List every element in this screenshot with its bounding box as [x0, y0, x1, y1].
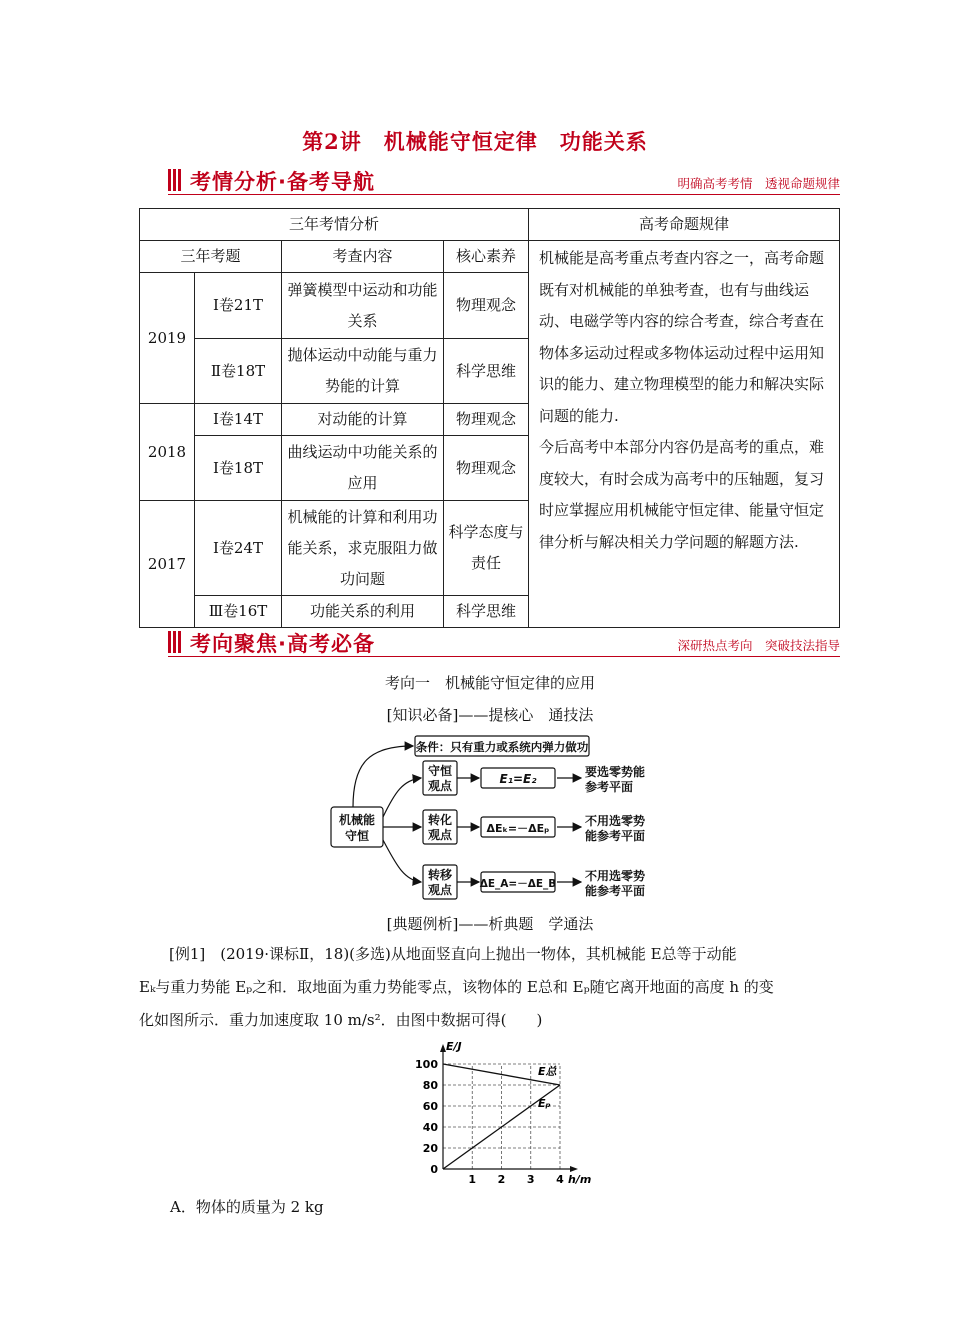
result-text: 能参考平面	[585, 884, 646, 898]
branch-label: 观点	[427, 883, 453, 897]
paper-cell: Ⅱ卷18T	[195, 339, 282, 404]
branch-label: 转移	[427, 868, 453, 882]
x-tick-label: 1	[468, 1173, 477, 1186]
y-tick-label: 60	[422, 1100, 438, 1113]
paper-cell: Ⅰ卷18T	[195, 436, 282, 501]
banner-subtitle: 深研热点考向 突破技法指导	[677, 638, 840, 653]
page-title: 第2讲 机械能守恒定律 功能关系	[302, 129, 648, 154]
literacy-cell: 物理观念	[444, 436, 529, 501]
content-cell: 功能关系的利用	[282, 596, 444, 628]
banner-bars	[168, 631, 183, 657]
paper-cell: Ⅰ卷24T	[195, 501, 282, 596]
result-text: 不用选零势	[585, 869, 646, 883]
example-line: Eₖ与重力势能 Eₚ之和．取地面为重力势能零点，该物体的 E总和 Eₚ随它离开地面的高度 h 的变	[139, 978, 774, 996]
section-banner-focus	[168, 628, 840, 656]
result-text: 参考平面	[585, 780, 634, 794]
formula-text: ΔE_A=－ΔE_B	[479, 878, 557, 890]
branch-label: 转化	[427, 813, 453, 827]
branch-label: 观点	[427, 779, 453, 793]
result-text: 要选零势能	[585, 765, 646, 779]
content-cell: 对动能的计算	[282, 404, 444, 436]
banner-title: 考向聚焦·高考必备	[190, 632, 375, 656]
literacy-cell: 物理观念	[444, 404, 529, 436]
header-literacy: 核心素养	[444, 241, 529, 273]
content-cell: 弹簧模型中运动和功能关系	[282, 273, 444, 339]
banner-title: 考情分析·备考导航	[190, 170, 375, 194]
y-tick-label: 100	[415, 1058, 438, 1071]
y-tick-label: 0	[430, 1163, 438, 1176]
option-a: A．物体的质量为 2 kg	[170, 1198, 324, 1216]
root-label: 机械能	[338, 813, 376, 827]
rule-paragraph-1: 机械能是高考重点考查内容之一，高考命题既有对机械能的单独考查，也有与曲线运动、电磁学等内容的综合考查，综合考查在物体多运动过程或多物体运动过程中运用知识的能力、建立物理模型的能力和解决实际问题的能力.	[539, 249, 825, 425]
x-axis-label: h/m	[568, 1173, 592, 1186]
literacy-cell: 科学态度与责任	[444, 501, 529, 596]
year-cell: 2018	[140, 404, 195, 501]
y-tick-label: 20	[422, 1142, 438, 1155]
series-label: E总	[538, 1065, 557, 1078]
exam-analysis-table	[139, 208, 840, 628]
literacy-cell: 科学思维	[444, 339, 529, 404]
section-banner-analysis	[168, 166, 840, 194]
root-label: 守恒	[344, 829, 370, 843]
example-line: [例1] (2019·课标Ⅱ，18)(多选)从地面竖直向上抛出一物体，其机械能 E总等于动能	[169, 945, 737, 963]
paper-cell: Ⅰ卷21T	[195, 273, 282, 339]
year-cell: 2019	[140, 273, 195, 404]
section-title: 考向一 机械能守恒定律的应用	[384, 674, 595, 692]
year-cell: 2017	[140, 501, 195, 628]
x-tick-label: 2	[497, 1173, 506, 1186]
x-tick-label: 4	[556, 1173, 564, 1186]
content-cell: 曲线运动中功能关系的应用	[282, 436, 444, 501]
header-analysis: 三年考情分析	[140, 209, 529, 241]
rule-paragraph-2: 今后高考中本部分内容仍是高考的重点，难度较大，有时会成为高考中的压轴题，复习时应掌握应用机械能守恒定律、能量守恒定律分析与解决相关力学问题的解题方法.	[539, 438, 825, 551]
paper-cell: Ⅰ卷14T	[195, 404, 282, 436]
formula-text: ΔEₖ=－ΔEₚ	[486, 822, 550, 835]
rule-cell	[529, 241, 840, 628]
formula-text: E₁=E₂	[499, 772, 537, 786]
literacy-cell: 物理观念	[444, 273, 529, 339]
content-cell: 机械能的计算和利用功能关系，求克服阻力做功问题	[282, 501, 444, 596]
series-label: Eₚ	[538, 1097, 551, 1110]
header-rule: 高考命题规律	[529, 209, 840, 241]
header-content: 考查内容	[282, 241, 444, 273]
knowledge-diagram	[325, 732, 665, 912]
banner-subtitle: 明确高考考情 透视命题规律	[677, 176, 840, 191]
x-axis-arrow	[570, 1166, 578, 1172]
x-tick-label: 3	[526, 1173, 535, 1186]
branch-label: 观点	[427, 828, 453, 842]
energy-height-chart	[405, 1035, 592, 1186]
example-line: 化如图所示．重力加速度取 10 m/s²．由图中数据可得( )	[139, 1011, 543, 1029]
condition-text: 条件：只有重力或系统内弹力做功	[415, 740, 589, 754]
y-tick-label: 40	[422, 1121, 438, 1134]
branch-label: 守恒	[427, 764, 453, 778]
result-text: 不用选零势	[585, 814, 646, 828]
y-tick-label: 80	[422, 1079, 438, 1092]
knowledge-label: [知识必备]——提核心 通技法	[386, 706, 594, 724]
banner-bars	[168, 169, 183, 195]
example-label: [典题例析]——析典题 学通法	[386, 915, 594, 933]
header-year: 三年考题	[140, 241, 282, 273]
literacy-cell: 科学思维	[444, 596, 529, 628]
content-cell: 抛体运动中动能与重力势能的计算	[282, 339, 444, 404]
paper-cell: Ⅲ卷16T	[195, 596, 282, 628]
result-text: 能参考平面	[585, 829, 646, 843]
example-question	[139, 938, 839, 1037]
y-axis-label: E/J	[446, 1040, 462, 1053]
